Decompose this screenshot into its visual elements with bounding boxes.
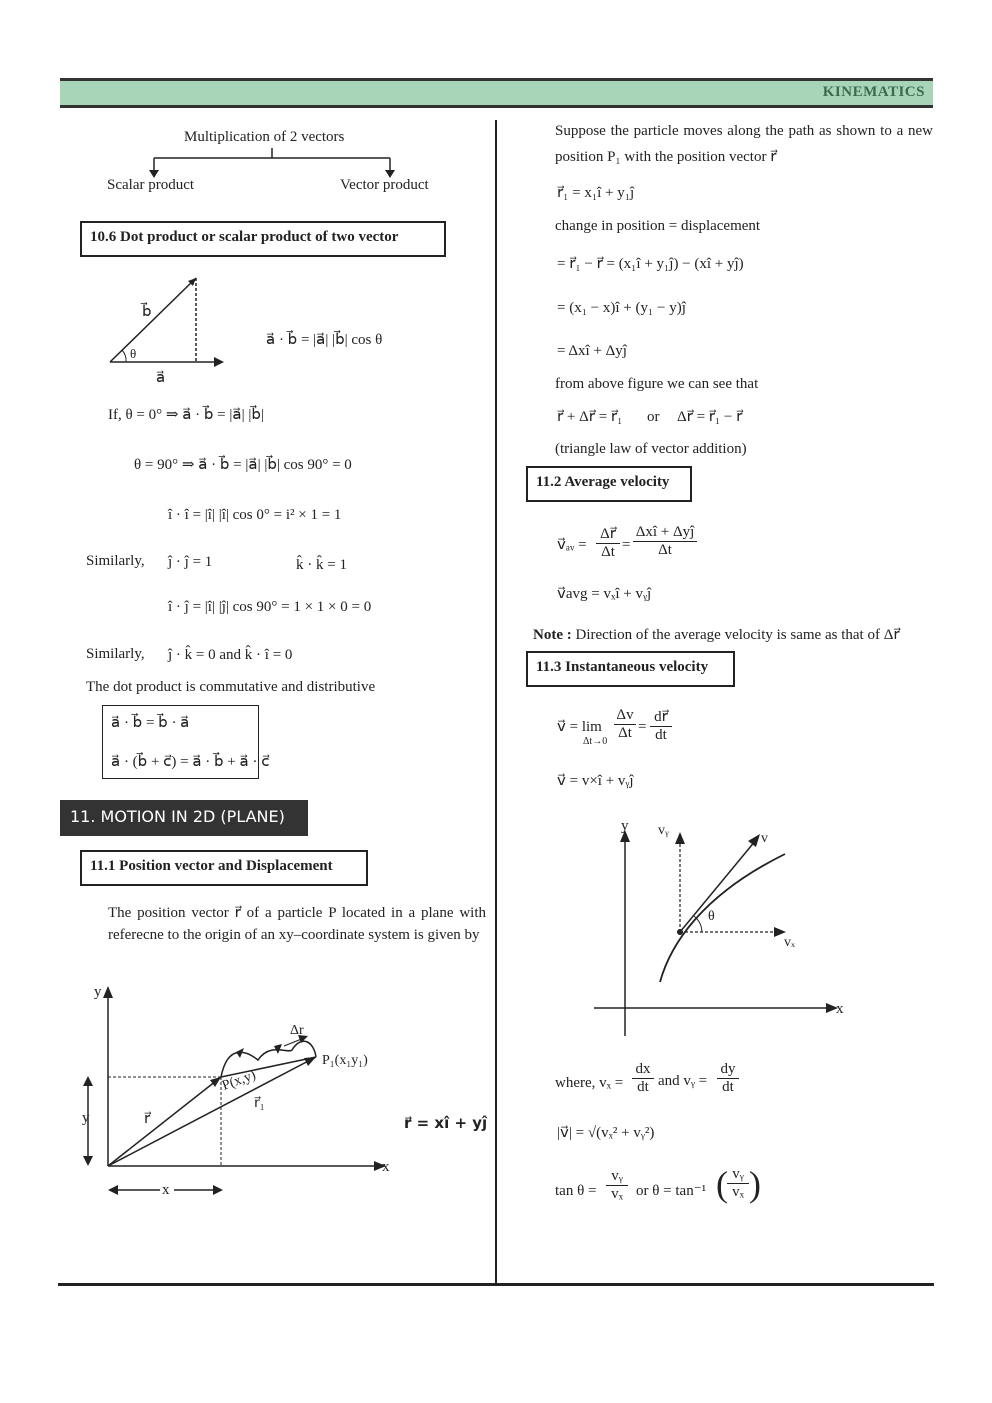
inst-num-1: Δv [616,707,634,723]
mult-root: Multiplication of 2 vectors [184,129,345,145]
velocity-figure [590,816,860,1042]
fig-p1-label: P₁(x₁y₁) [322,1053,368,1068]
dy: dy [720,1061,736,1077]
equals-2: = [638,719,647,735]
note-text: Direction of the average velocity is same as that of Δr⃗ [571,627,900,643]
paren-open: ( [716,1164,728,1204]
page-title: KINEMATICS [822,84,925,100]
section-10-6-heading: 10.6 Dot product or scalar product of two vector [80,221,446,257]
triangle-law-text: (triangle law of vector addition) [555,441,747,457]
fig-y-dim-label: y [82,1110,90,1126]
fig2-theta-label: θ [708,909,715,924]
fig2-vy-label: vᵧ [658,823,669,838]
vav-den-1: Δt [596,543,620,561]
position-vector-figure [78,982,398,1202]
distributive-property: a⃗ · (b⃗ + c⃗) = a⃗ · b⃗ + a⃗ · c⃗ [111,754,270,770]
tan-den-2: vₓ [727,1183,749,1201]
inst-lhs: v⃗ = lim [557,719,602,735]
fig2-v-label: v [761,831,768,846]
inst-limit-sub: Δt→0 [583,736,608,747]
dxdt-fraction [632,1061,654,1096]
position-vector-equation: r⃗ = xî + yĵ [404,1114,488,1132]
from-figure-text: from above figure we can see that [555,376,759,392]
equals-1: = [622,537,631,553]
fig-x-dim-label: x [162,1182,170,1198]
vavg-equation: v⃗avg = vₓî + vᵧĵ [557,586,652,602]
dot-formula: a⃗ · b⃗ = |a⃗| |b⃗| cos θ [266,332,383,348]
section-11-3-heading: 11.3 Instantaneous velocity [526,651,735,687]
displacement-step-2: = (x₁ − x)î + (y₁ − y)ĵ [557,300,686,316]
suppose-paragraph: Suppose the particle moves along the path as shown to a new position P₁ with the position vector r⃗ [555,123,933,165]
tan-num-1: vᵧ [611,1168,623,1184]
dt-1: dt [632,1078,654,1096]
section-11-2-heading: 11.2 Average velocity [526,466,692,502]
mult-tree-lines [140,146,410,178]
vav-num-1: Δr⃗ [600,526,616,542]
displacement-step-3: = Δxî + Δyĵ [557,343,627,359]
paren-close: ) [749,1164,761,1204]
j-dot-k: ĵ · k̂ = 0 and k̂ · î = 0 [168,647,293,663]
vav-fraction-2 [633,524,697,559]
and-vy: and vᵧ = [658,1073,708,1089]
section-11-heading: 11. MOTION IN 2D (PLANE) [60,800,308,836]
vav-num-2: Δxî + Δyĵ [635,524,695,540]
triangle-eq-1: r⃗ + Δr⃗ = r⃗₁ [557,409,623,425]
similarly-label-1: Similarly, [86,553,145,569]
vav-fraction-1 [596,524,620,561]
triangle-eq-2: Δr⃗ = r⃗₁ − r⃗ [677,409,743,425]
velocity-magnitude: |v⃗| = √(vₓ² + vᵧ²) [557,1125,655,1141]
or-text: or [647,409,660,425]
velocity-components: v⃗ = v×î + vᵧĵ [557,773,634,789]
inst-fraction-2 [650,707,672,744]
if-ninety-line: θ = 90° ⇒ a⃗ · b⃗ = |a⃗| |b⃗| cos 90° = 0 [134,457,352,473]
mult-right: Vector product [340,177,429,193]
inst-den-1: Δt [614,724,636,742]
inst-fraction-1 [614,707,636,742]
tan-or: or θ = tan⁻¹ [636,1183,707,1199]
inst-den-2: dt [650,726,672,744]
i-dot-j: î · ĵ = |î| |ĵ| cos 90° = 1 × 1 × 0 = 0 [168,599,372,615]
commutative-text: The dot product is commutative and distributive [86,679,376,695]
note-label: Note : [533,627,572,643]
dot-product-triangle [100,268,240,388]
inst-num-2: dr⃗ [654,709,668,725]
change-text: change in position = displacement [555,218,761,234]
displacement-step-1: = r⃗₁ − r⃗ = (x₁î + y₁ĵ) − (xî + yĵ) [557,256,744,272]
r1-equation: r⃗₁ = x₁î + y₁ĵ [557,185,635,201]
section-11-1-heading: 11.1 Position vector and Displacement [80,850,368,886]
column-divider [495,120,497,1285]
fig2-y-label: y [621,818,629,834]
if-zero-line: If, θ = 0° ⇒ a⃗ · b⃗ = |a⃗| |b⃗| [108,407,264,423]
dt-2: dt [717,1078,739,1096]
position-vector-paragraph: The position vector r⃗ of a particle P located in a plane with referecne to the origin of an xy–coordinate system is given by [108,905,486,943]
tan-lhs: tan θ = [555,1183,597,1199]
triangle-b-label: b⃗ [142,304,152,320]
fig2-vx-label: vₓ [784,935,796,950]
dydt-fraction [717,1061,739,1096]
vav-den-2: Δt [633,541,697,559]
properties-box [102,705,270,779]
triangle-theta: θ [130,346,137,361]
fig-x-axis-label: x [382,1159,390,1175]
tan-num-2: vᵧ [732,1166,744,1182]
k-dot-k: k̂ · k̂ = 1 [296,557,347,573]
where-vx: where, vₓ = [555,1075,624,1091]
commutative-property: a⃗ · b⃗ = b⃗ · a⃗ [111,715,190,731]
i-dot-i: î · î = |î| |î| cos 0° = i² × 1 = 1 [168,507,342,523]
fig-delta-r-label: Δr [290,1023,304,1038]
dx: dx [635,1061,651,1077]
fig-y-axis-label: y [94,984,102,1000]
mult-left: Scalar product [107,177,195,193]
fig-r1-label: r⃗₁ [254,1096,265,1111]
bottom-rule [58,1283,934,1286]
tan-den-1: vₓ [606,1185,628,1203]
similarly-label-2: Similarly, [86,646,145,662]
vav-lhs: v⃗ₐᵥ = [557,537,587,553]
fig2-x-label: x [836,1001,844,1017]
fig-p-label: P(x,y) [220,1067,258,1094]
tan-fraction-2 [727,1166,749,1201]
j-dot-j: ĵ · ĵ = 1 [168,554,213,570]
triangle-a-label: a⃗ [156,370,166,386]
fig-r-label: r⃗ [144,1111,151,1127]
header-band [60,78,933,108]
tan-fraction-1 [606,1168,628,1203]
note-line [533,626,900,644]
